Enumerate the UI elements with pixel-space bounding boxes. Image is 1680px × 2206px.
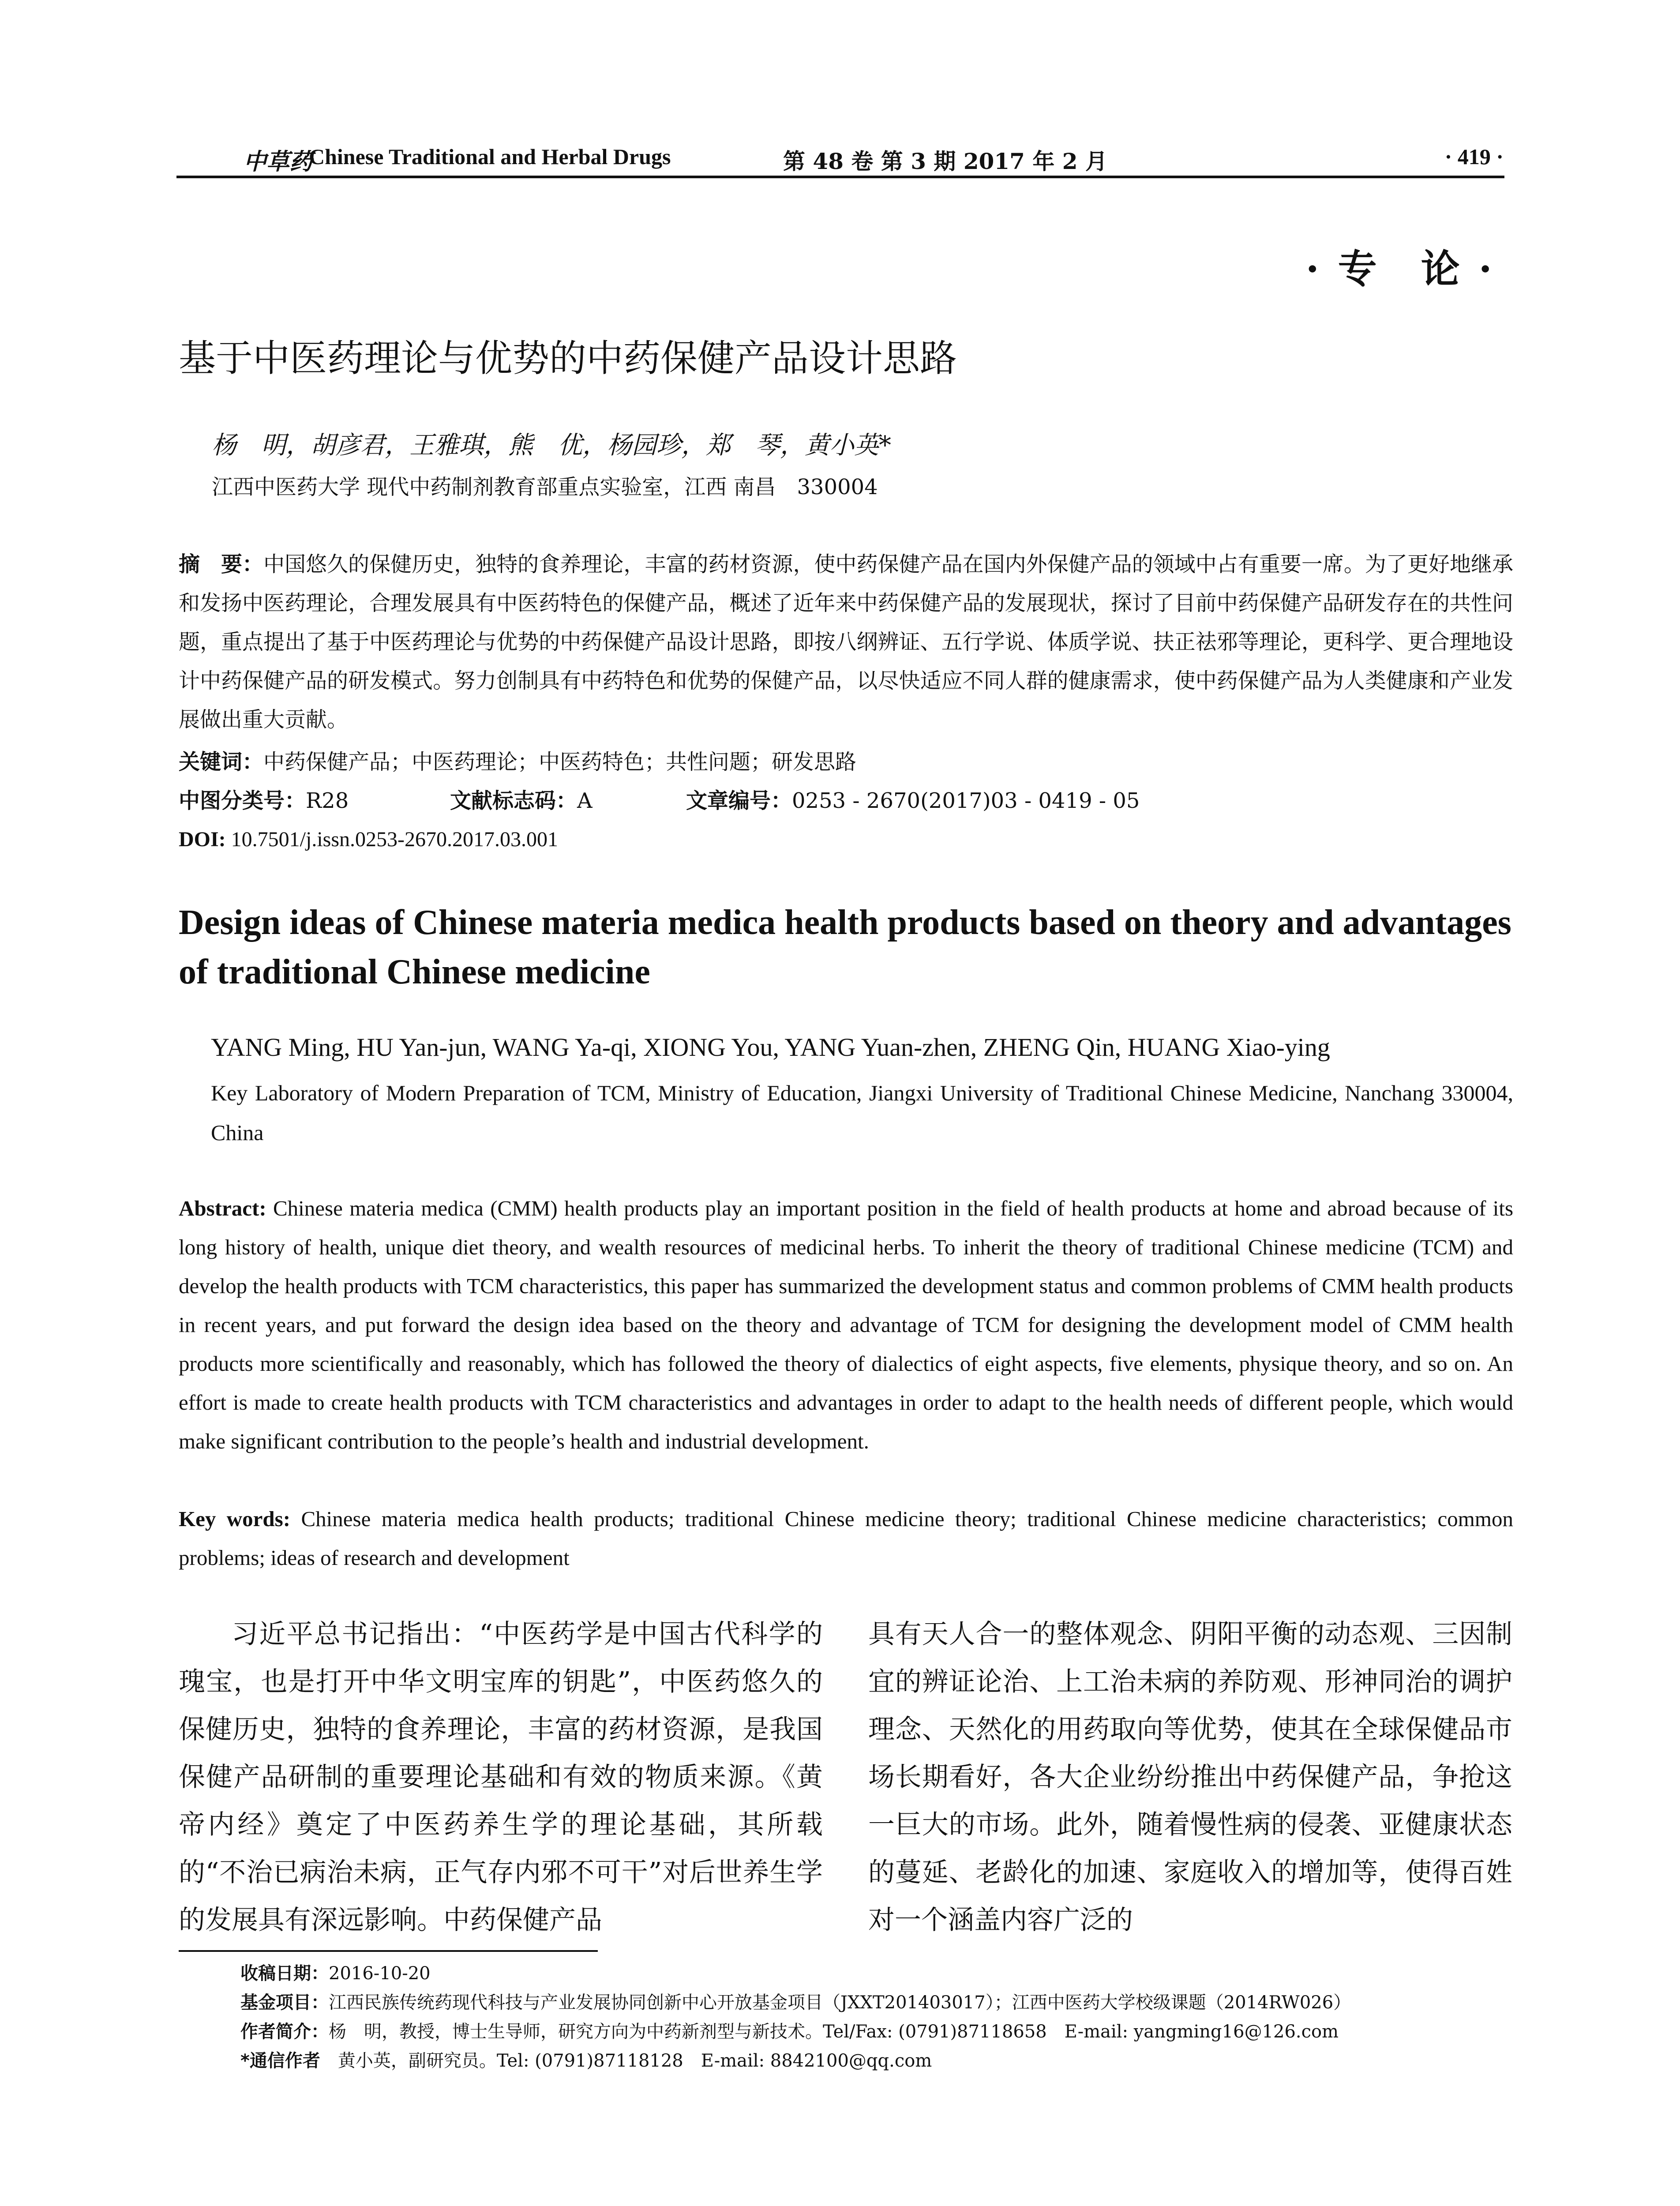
footnote-funding — [240, 1988, 1351, 2017]
title-cn: 基于中医药理论与优势的中药保健产品设计思路 — [179, 337, 957, 380]
doc-code-value: A — [577, 788, 592, 813]
body-column-right: 具有天人合一的整体观念、阴阳平衡的动态观、三因制宜的辨证论治、上工治未病的养防观、形神同治的调护理念、天然化的用药取向等优势，使其在全球保健品市场长期看好，各大企业纷纷推出中药保健产品，争抢这一巨大的市场。此外，随着慢性病的侵袭、亚健康状态的蔓延、老龄化的加速、家庭收入的增加等，使得百姓对一个涵盖内容广泛的 — [868, 1619, 1512, 1936]
author-label: 作者简介： — [240, 2022, 329, 2042]
keywords-en-text: Chinese materia medica health products; traditional Chinese medicine theory; traditional Chinese medicine characteristics; common problems; ideas of research and development — [179, 1507, 1514, 1570]
journal-name-en: Chinese Traditional and Herbal Drugs — [309, 144, 671, 169]
journal-name-cn: 中草药 — [244, 148, 313, 175]
article-number-item — [686, 781, 1140, 820]
affiliation-cn: 江西中医药大学 现代中药制剂教育部重点实验室，江西 南昌 330004 — [212, 475, 878, 499]
keywords-en — [179, 1500, 1513, 1577]
page-number: · 419 · — [1444, 144, 1504, 169]
authors-en: YANG Ming, HU Yan-jun, WANG Ya-qi, XIONG You, YANG Yuan-zhen, ZHENG Qin, HUANG Xiao-ying — [211, 1033, 1330, 1062]
keywords-cn-text: 中药保健产品；中医药理论；中医药特色；共性问题；研发思路 — [263, 750, 857, 774]
corr-label: *通信作者 — [240, 2051, 320, 2071]
article-number-label: 文章编号： — [686, 788, 792, 813]
abstract-en-label: Abstract: — [179, 1196, 266, 1220]
affiliation-en: Key Laboratory of Modern Preparation of TCM, Ministry of Education, Jiangxi University of Traditional Chinese Medicine, Nanchang 330004, China — [211, 1080, 1513, 1145]
doc-code-item — [450, 781, 592, 820]
doi-line — [179, 820, 558, 859]
authors-cn: 杨 明，胡彦君，王雅琪，熊 优，杨园珍，郑 琴，黄小英* — [212, 431, 891, 460]
clc-label: 中图分类号： — [179, 788, 306, 813]
abstract-cn — [179, 545, 1513, 739]
funding-value: 江西民族传统药现代科技与产业发展协同创新中心开放基金项目（JXXT201403017）；江西中医药大学校级课题（2014RW026） — [329, 1992, 1351, 2013]
footnote-author — [240, 2017, 1339, 2046]
corr-value: 黄小英，副研究员。Tel: (0791)87118128 E-mail: 8842100@qq.com — [338, 2051, 932, 2071]
received-value: 2016-10-20 — [329, 1963, 431, 1984]
issue-info: 第 48 卷 第 3 期 2017 年 2 月 — [783, 148, 1107, 174]
footnote-corresponding — [240, 2046, 932, 2075]
abstract-en — [179, 1189, 1513, 1461]
clc-item — [179, 781, 349, 820]
section-label: · 专 论 · — [1305, 246, 1495, 292]
title-en: Design ideas of Chinese materia medica health products based on theory and advantages of traditional Chinese medicine — [179, 903, 1511, 991]
abstract-en-text: Chinese materia medica (CMM) health products play an important position in the field of health products at home and abroad because of its long history of health, unique diet theory, and wealth resources of medicinal herbs. To inherit the theory of traditional Chinese medicine (TCM) and develop the health products with TCM characteristics, this paper has summarized the development status and common problems of CMM health products in recent years, and put forward the design idea based on the theory and advantage of TCM for designing the development model of CMM health products more scientifically and reasonably, which has followed the theory of dialectics of eight aspects, five elements, physique theory, and so on. An effort is made to create health products with TCM characteristics and advantages in order to adapt to the health needs of different people, which would make significant contribution to the people’s health and industrial development. — [179, 1196, 1514, 1453]
author-value: 杨 明，教授，博士生导师，研究方向为中药新剂型与新技术。Tel/Fax: (0791)87118658 E-mail: yangming16@126.com — [329, 2022, 1339, 2042]
body-column-left: 习近平总书记指出：“中医药学是中国古代科学的瑰宝，也是打开中华文明宝库的钥匙”，中医药悠久的保健历史，独特的食养理论，丰富的药材资源，是我国保健产品研制的重要理论基础和有效的物质来源。《黄帝内经》奠定了中医药养生学的理论基础，其所载的“不治已病治未病，正气存内邪不可干”对后世养生学的发展具有深远影响。中药保健产品 — [179, 1619, 823, 1936]
article-number-value: 0253 - 2670(2017)03 - 0419 - 05 — [792, 788, 1140, 813]
keywords-cn-label: 关键词： — [179, 750, 264, 774]
clc-value: R28 — [306, 788, 349, 813]
keywords-en-label: Key words: — [179, 1507, 291, 1531]
doi-label: DOI: — [179, 828, 226, 851]
keywords-cn — [179, 743, 856, 781]
footnote-received — [240, 1959, 431, 1988]
doi-value: 10.7501/j.issn.0253-2670.2017.03.001 — [231, 828, 559, 851]
abstract-cn-label: 摘 要： — [179, 552, 264, 577]
doc-code-label: 文献标志码： — [450, 788, 578, 813]
abstract-cn-text: 中国悠久的保健历史，独特的食养理论，丰富的药材资源，使中药保健产品在国内外保健产品的领域中占有重要一席。为了更好地继承和发扬中医药理论，合理发展具有中医药特色的保健产品，概述了近年来中药保健产品的发展现状，探讨了目前中药保健产品研发存在的共性问题，重点提出了基于中医药理论与优势的中药保健产品设计思路，即按八纲辨证、五行学说、体质学说、扶正祛邪等理论，更科学、更合理地设计中药保健产品的研发模式。努力创制具有中药特色和优势的保健产品，以尽快适应不同人群的健康需求，使中药保健产品为人类健康和产业发展做出重大贡献。 — [179, 552, 1513, 732]
footnote-divider — [179, 1950, 598, 1952]
funding-label: 基金项目： — [240, 1992, 329, 2013]
received-label: 收稿日期： — [240, 1963, 329, 1984]
